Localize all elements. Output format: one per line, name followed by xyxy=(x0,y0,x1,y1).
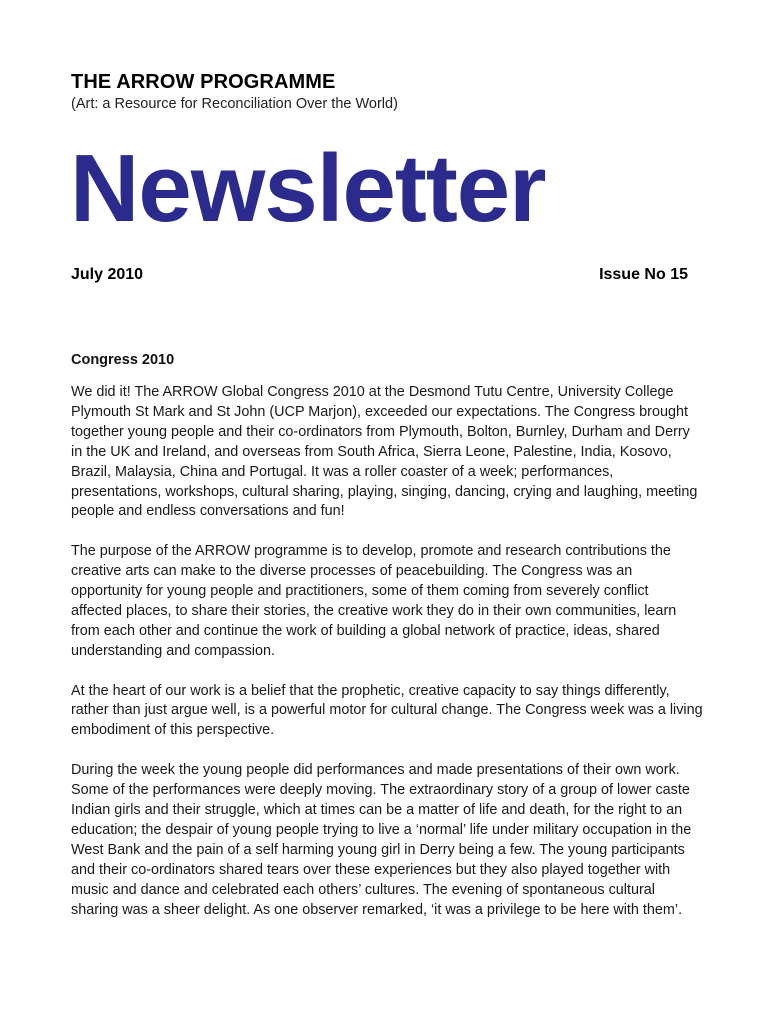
org-subtitle: (Art: a Resource for Reconciliation Over the World) xyxy=(71,96,398,112)
issue-date: July 2010 xyxy=(71,266,144,283)
paragraph-programme-purpose: The purpose of the ARROW programme is to develop, promote and research contributions the creative arts can make to the diverse processes of peacebuilding. The Congress was an opportunity for young people and practitioners, some of them coming from severely conflict affected places, to share their stories, the creative work they do in their own communities, learn from each other and continue the work of building a global network of practice, ideas, shared understanding and compassion. xyxy=(71,543,677,659)
newsletter-masthead: Newsletter xyxy=(70,135,546,242)
issue-number: Issue No 15 xyxy=(599,266,688,283)
section-heading: Congress 2010 xyxy=(71,352,175,368)
org-title: THE ARROW PROGRAMME xyxy=(71,71,336,93)
article-body xyxy=(71,383,703,940)
paragraph-congress-summary: We did it! The ARROW Global Congress 2010 at the Desmond Tutu Centre, University College Plymouth St Mark and St John (UCP Marjon), exceeded our expectations. The Congress brought together young people and their co-ordinators from Plymouth, Bolton, Burnley, Durham and Derry in the UK and Ireland, and overseas from South Africa, Sierra Leone, Palestine, India, Kosovo, Brazil, Malaysia, China and Portugal. It was a roller coaster of a week; performances, presentations, workshops, cultural sharing, playing, singing, dancing, crying and laughing, meeting people and endless conversations and fun! xyxy=(71,384,698,520)
paragraph-core-belief: At the heart of our work is a belief that the prophetic, creative capacity to say things differently, rather than just argue well, is a powerful motor for cultural change. The Congress week was a living embodiment of this perspective. xyxy=(71,682,703,739)
paragraph-week-performances: During the week the young people did performances and made presentations of their own work. Some of the performances were deeply moving. The extraordinary story of a group of lower caste Indian girls and their struggle, which at times can be a matter of life and death, for the right to an education; the despair of young people trying to live a ‘normal’ life under military occupation in the West Bank and the pain of a self harming young girl in Derry being a few. The young participants and their co-ordinators shared tears over these experiences but they also played together with music and dance and celebrated each others’ cultures. The evening of spontaneous cultural sharing was a sheer delight. As one observer remarked, ‘it was a privilege to be here with them’. xyxy=(71,762,692,918)
